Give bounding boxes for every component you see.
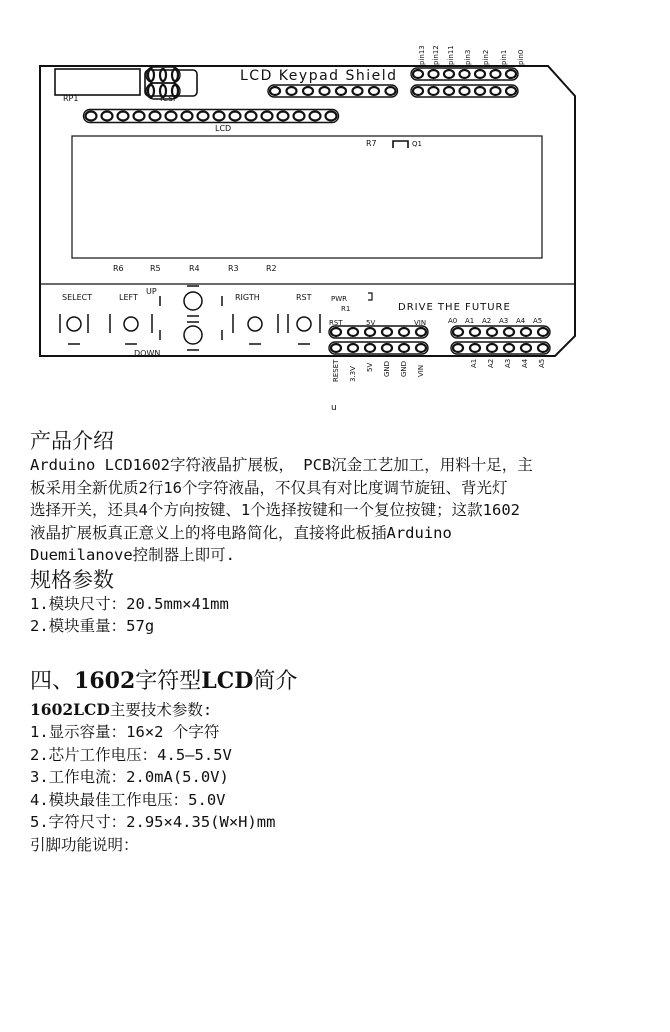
pin-pad: [270, 87, 280, 95]
pin-label: A4: [521, 358, 529, 368]
header-label: A3: [499, 317, 509, 325]
header-label: A5: [533, 317, 543, 325]
caption-text: u: [331, 403, 337, 413]
spec-line: 1.模块尺寸：20.5mm×41mm: [30, 594, 229, 613]
pin-pad: [348, 328, 358, 336]
pin-pad: [521, 344, 531, 352]
board-svg: [0, 0, 670, 420]
pin-label: VIN: [417, 364, 425, 377]
pin-pad: [102, 112, 113, 121]
lcd-label: LCD: [215, 124, 232, 133]
pin-pad: [413, 87, 423, 95]
param-line: 1.显示容量：16×2 个字符: [30, 723, 220, 741]
pin-pad: [521, 328, 531, 336]
param-line: 3.工作电流：2.0mA(5.0V): [30, 768, 229, 786]
q1-label: Q1: [412, 140, 422, 148]
pin-pad: [230, 112, 241, 121]
up-label: UP: [146, 287, 157, 296]
pin-pad: [294, 112, 305, 121]
pin-label: RESET: [332, 359, 340, 382]
header-label: A2: [482, 317, 492, 325]
title-number: 1602: [74, 667, 136, 694]
analog-header-lower: [451, 342, 550, 354]
pin-pad: [320, 87, 330, 95]
right-label: RIGTH: [235, 293, 260, 302]
pin-pad: [331, 328, 341, 336]
text-line: Arduino LCD1602字符液晶扩展板， PCB沉金工艺加工，用料十足，主: [30, 456, 533, 474]
section-title-1602: [30, 666, 650, 697]
pin-pad: [214, 112, 225, 121]
subtitle-bold: 1602LCD: [30, 699, 110, 719]
pin-pad: [336, 87, 346, 95]
pin-row-top-right-lower: [411, 85, 518, 97]
pin-pad: [538, 344, 548, 352]
pin-pad: [118, 112, 129, 121]
pin-pad: [487, 328, 497, 336]
r1-label: R1: [341, 305, 351, 313]
header-label: RST: [329, 319, 343, 327]
pin-label: A2: [487, 358, 495, 368]
pin-label: pin2: [482, 49, 490, 65]
pin-label: A1: [470, 358, 478, 368]
pin-pad: [198, 112, 209, 121]
pin-pad: [475, 87, 485, 95]
r7-label: R7: [366, 139, 377, 148]
pin-row-top-left: [268, 85, 398, 97]
analog-header-upper: [451, 326, 550, 338]
pin-pad: [491, 87, 501, 95]
section-title-intro: 产品介绍: [30, 429, 114, 453]
lcd-pin-row: [84, 110, 339, 123]
power-header-upper: [329, 326, 428, 338]
pins-title: 引脚功能说明：: [30, 835, 139, 854]
header-label: A0: [448, 317, 458, 325]
header-label: A4: [516, 317, 526, 325]
bottom-right-labels: [470, 358, 546, 368]
resistor-label: R2: [266, 264, 277, 273]
pin-pad: [429, 70, 439, 78]
pin-pad: [504, 328, 514, 336]
pin-pad: [166, 112, 177, 121]
rst-label: RST: [296, 293, 312, 302]
drive-text: DRIVE THE FUTURE: [398, 302, 511, 313]
pin-pad: [278, 112, 289, 121]
pin-pad: [504, 344, 514, 352]
title-prefix: 四、: [30, 668, 75, 694]
header-label: A1: [465, 317, 475, 325]
pin-pad: [444, 70, 454, 78]
bottom-left-labels: [332, 359, 425, 382]
pin-label: A5: [538, 358, 546, 368]
pin-pad: [382, 344, 392, 352]
rp1-box: [55, 69, 140, 95]
resistor-label: R6: [113, 264, 124, 273]
param-line: 4.模块最佳工作电压：5.0V: [30, 790, 226, 809]
pin-pad: [150, 112, 161, 121]
left-button: [110, 314, 152, 344]
pin-pad: [303, 87, 313, 95]
resistor-label: R5: [150, 264, 161, 273]
title-suffix: 简介: [253, 668, 298, 694]
rst-button: [288, 314, 320, 344]
board-title: LCD Keypad Shield: [240, 68, 398, 84]
pin-label: pin0: [517, 49, 525, 65]
resistor-label: R4: [189, 264, 200, 273]
pin-pad: [506, 70, 516, 78]
resistor-label: R3: [228, 264, 239, 273]
pin-pad: [399, 328, 409, 336]
pin-pad: [382, 328, 392, 336]
select-button: [60, 314, 88, 344]
pin-label: 5V: [366, 362, 374, 372]
text-line: 板采用全新优质2行16个字符液晶，不仅具有对比度调节旋钮、背光灯: [30, 478, 508, 497]
pin-pad: [475, 70, 485, 78]
pin-pad: [86, 112, 97, 121]
top-pin-labels: [418, 45, 525, 65]
text-line: 液晶扩展板真正意义上的将电路简化，直接将此板插Arduino: [30, 523, 452, 542]
pwr-led-mark: [368, 293, 372, 300]
pin-pad: [444, 87, 454, 95]
pin-label: pin12: [432, 45, 440, 65]
title-lcd: LCD: [201, 667, 254, 694]
pin-label: A3: [504, 358, 512, 368]
pwr-label: PWR: [331, 295, 348, 303]
lcd-window: [72, 136, 542, 258]
power-header-lower: [329, 342, 428, 354]
pin-label: pin1: [500, 49, 508, 65]
pin-pad: [453, 344, 463, 352]
pin-pad: [348, 344, 358, 352]
pin-label: pin11: [447, 45, 455, 65]
icsp-pins-upper: [146, 67, 180, 83]
title-mid: 字符型: [135, 668, 202, 694]
pin-pad: [491, 70, 501, 78]
down-label: DOWN: [134, 349, 161, 358]
header-label: 5V: [366, 319, 376, 327]
pin-pad: [470, 344, 480, 352]
left-label: LEFT: [119, 293, 138, 302]
pin-pad: [413, 70, 423, 78]
pin-pad: [369, 87, 379, 95]
select-label: SELECT: [62, 293, 93, 302]
spec-line: 2.模块重量：57g: [30, 617, 155, 635]
pin-pad: [453, 328, 463, 336]
intro-paragraph: [30, 454, 650, 567]
pin-label: GND: [400, 360, 408, 377]
right-button: [233, 314, 278, 344]
pin-pad: [416, 344, 426, 352]
pin-pad: [287, 87, 297, 95]
icsp-pins-lower: [146, 83, 180, 99]
pin-pad: [365, 344, 375, 352]
pin-pad: [429, 87, 439, 95]
text-line: 选择开关，还具4个方向按键、1个选择按键和一个复位按键；这款1602: [30, 501, 520, 519]
pin-pad: [365, 328, 375, 336]
param-line: 5.字符尺寸：2.95×4.35(W×H)mm: [30, 813, 276, 831]
pin-pad: [182, 112, 193, 121]
pin-pad: [134, 112, 145, 121]
pin-pad: [399, 344, 409, 352]
pin-pad: [487, 344, 497, 352]
params-subtitle: [30, 699, 650, 722]
q1-mark: [393, 141, 408, 148]
buttons: [60, 286, 320, 350]
down-button: [160, 322, 222, 350]
icsp-label: ICSP: [160, 94, 178, 103]
resistor-labels: [113, 264, 277, 273]
param-line: 2.芯片工作电压：4.5—5.5V: [30, 745, 232, 764]
up-button: [160, 286, 222, 316]
pin-pad: [460, 70, 470, 78]
pin-label: pin13: [418, 45, 426, 65]
pin-pad: [246, 112, 257, 121]
board-diagram: [0, 0, 670, 420]
pin-pad: [460, 87, 470, 95]
pin-pad: [416, 328, 426, 336]
pin-pad: [506, 87, 516, 95]
pin-label: pin3: [464, 49, 472, 65]
document-body: [30, 428, 650, 856]
pin-label: 3.3V: [349, 366, 357, 382]
rp1-label: RP1: [63, 94, 79, 103]
pin-pad: [310, 112, 321, 121]
header-label: VIN: [414, 319, 427, 327]
pin-pad: [331, 344, 341, 352]
pin-label: GND: [383, 360, 391, 377]
pin-pad: [326, 112, 337, 121]
pin-pad: [353, 87, 363, 95]
pin-pad: [262, 112, 273, 121]
pin-pad: [470, 328, 480, 336]
subtitle-rest: 主要技术参数:: [109, 700, 213, 719]
pin-pad: [538, 328, 548, 336]
section-title-specs: 规格参数: [30, 567, 114, 592]
pin-pad: [386, 87, 396, 95]
pin-row-top-right-upper: [411, 68, 518, 80]
header-right-labels: [448, 317, 542, 325]
text-line: Duemilanove控制器上即可.: [30, 546, 235, 564]
